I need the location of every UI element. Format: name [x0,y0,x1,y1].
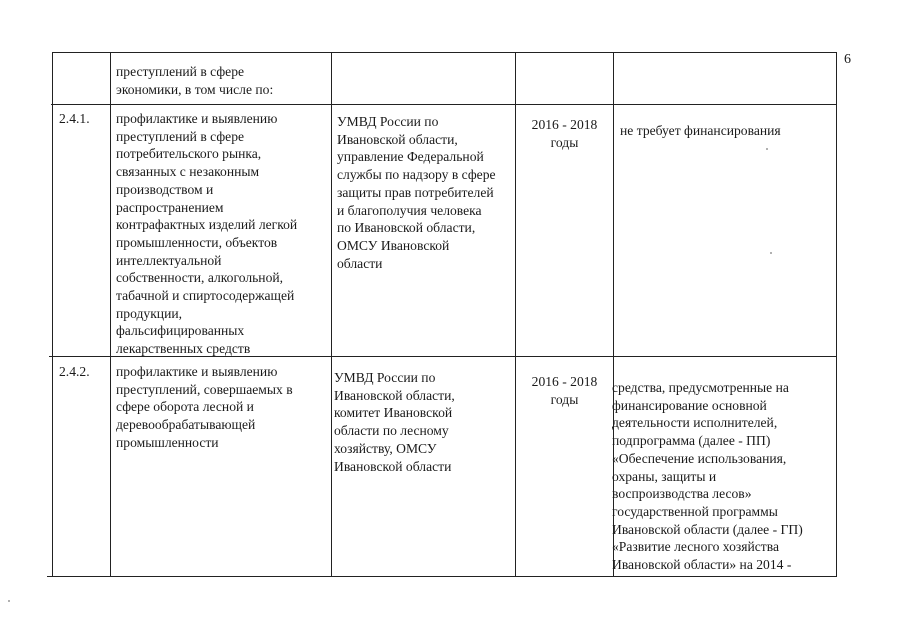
table-bottom-border [47,576,836,577]
period-cell: 2016 - 2018 годы [531,374,598,407]
column-line-0 [52,52,53,577]
table-top-border [52,52,837,53]
page-number: 6 [844,52,851,67]
period-cell: 2016 - 2018 годы [531,117,598,150]
row-number: 2.4.2. [59,364,90,379]
scan-speck [770,252,772,254]
column-line-2 [331,52,332,577]
scan-speck [766,148,768,150]
activity-cell: профилактике и выявлению преступлений, совершаемых в сфере оборота лесной и деревообрабатывающей промышленности [116,364,293,450]
row-number: 2.4.1. [59,111,90,126]
executors-cell: УМВД России по Ивановской области, комитет Ивановской области по лесному хозяйству, ОМСУ Ивановской области [334,370,455,474]
activity-cell: профилактике и выявлению преступлений в сфере потребительского рынка, связанных с незаконным производством и распространением контрафактных изделий легкой промышленности, объектов интеллектуальной собственности, алкогольной, табачной и спиртосодержащей продукции, фальсифицированных лекарственных средств [116,111,298,357]
column-line-5 [836,52,837,577]
financing-cell: средства, предусмотренные на финансирование основной деятельности исполнителей, подпрограмма (далее - ПП) «Обеспечение использования, охраны, защиты и воспроизводства лесов» государственной программы Ивановской области (далее - ГП) «Развитие лесного хозяйства Ивановской области» на 2014 - [612,380,803,573]
row-divider-1 [51,104,837,105]
executors-cell: УМВД России по Ивановской области, управление Федеральной службы по надзору в сфере защиты прав потребителей и благополучия человека по Ивановской области, ОМСУ Ивановской области [337,114,496,271]
scan-speck [8,600,10,602]
column-line-1 [110,52,111,577]
financing-cell: не требует финансирования [620,123,781,138]
continued-activity-cell: преступлений в сфере экономики, в том числе по: [116,64,274,97]
